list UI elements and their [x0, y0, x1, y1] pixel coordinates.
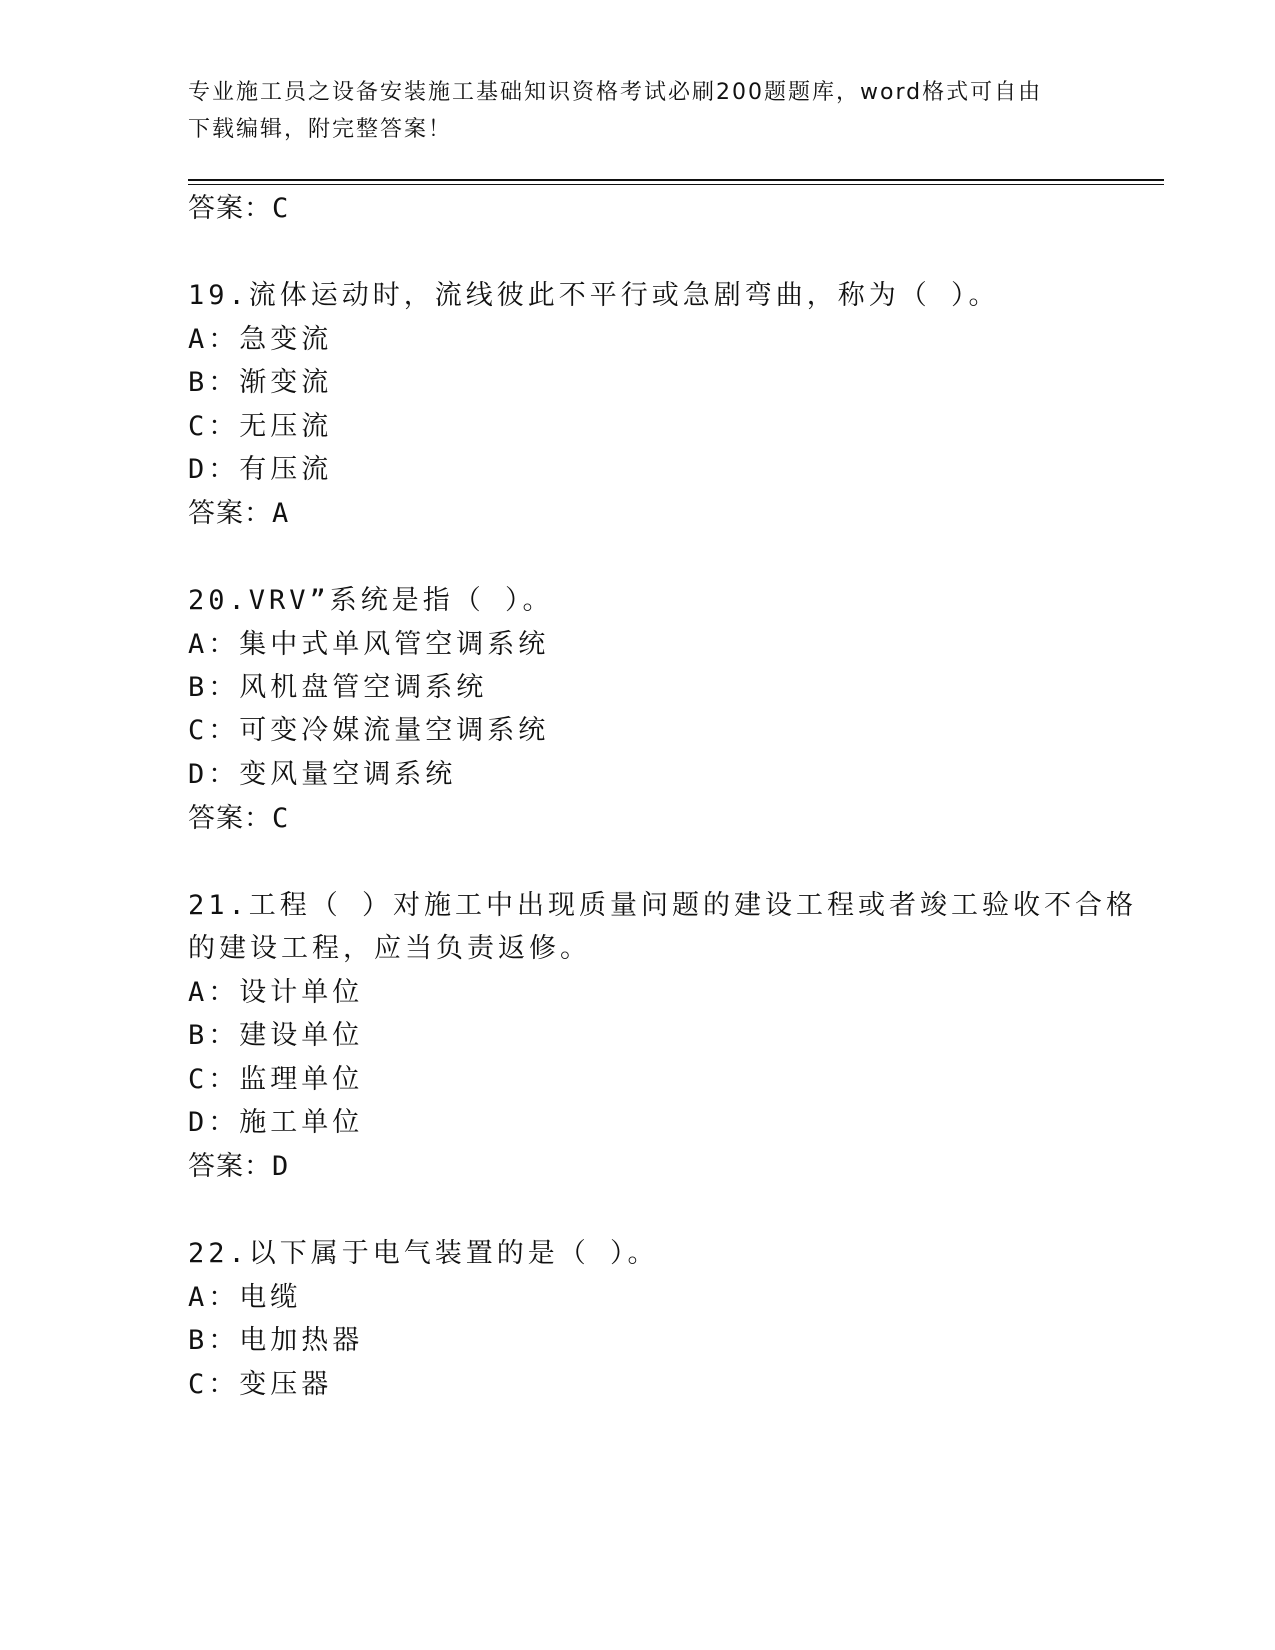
option-a: A：设计单位 — [188, 977, 364, 1008]
option-c: C：变压器 — [188, 1369, 333, 1400]
option-d: D：施工单位 — [188, 1107, 364, 1138]
answer-line — [188, 1144, 288, 1183]
answer-value: D — [272, 1151, 289, 1182]
option-a: A：急变流 — [188, 324, 333, 355]
header-line-2: 下载编辑，附完整答案！ — [188, 117, 453, 142]
answer-label: 答案： — [188, 193, 272, 224]
question-stem: 22.以下属于电气装置的是（ ）。 — [188, 1238, 659, 1269]
option-a: A：集中式单风管空调系统 — [188, 629, 550, 660]
answer-value: C — [272, 803, 289, 834]
option-b: B：电加热器 — [188, 1325, 364, 1356]
question-stem: 19.流体运动时，流线彼此不平行或急剧弯曲，称为（ ）。 — [188, 280, 1000, 311]
question-stem-line-1: 21.工程（ ）对施工中出现质量问题的建设工程或者竣工验收不合格 — [188, 890, 1138, 921]
answer-label: 答案： — [188, 1151, 272, 1182]
answer-line — [188, 491, 288, 530]
option-c: C：监理单位 — [188, 1064, 364, 1095]
header-divider-thick — [188, 179, 1164, 181]
answer-label: 答案： — [188, 803, 272, 834]
document-header — [188, 74, 1078, 148]
option-a: A：电缆 — [188, 1282, 302, 1313]
option-b: B：建设单位 — [188, 1020, 364, 1051]
question-stem-line-2: 的建设工程，应当负责返修。 — [188, 933, 591, 964]
answer-value: C — [272, 193, 289, 224]
option-d: D：有压流 — [188, 454, 333, 485]
option-c: C：可变冷媒流量空调系统 — [188, 715, 550, 746]
answer-value: A — [272, 498, 289, 529]
option-b: B：渐变流 — [188, 367, 333, 398]
answer-line — [188, 186, 288, 225]
option-b: B：风机盘管空调系统 — [188, 672, 488, 703]
header-line-1: 专业施工员之设备安装施工基础知识资格考试必刷200题题库，word格式可自由 — [188, 80, 1043, 105]
answer-line — [188, 796, 288, 835]
answer-label: 答案： — [188, 498, 272, 529]
option-c: C：无压流 — [188, 411, 333, 442]
header-divider-thin — [188, 184, 1164, 185]
question-stem: 20.VRV”系统是指（ ）。 — [188, 585, 554, 616]
option-d: D：变风量空调系统 — [188, 759, 457, 790]
